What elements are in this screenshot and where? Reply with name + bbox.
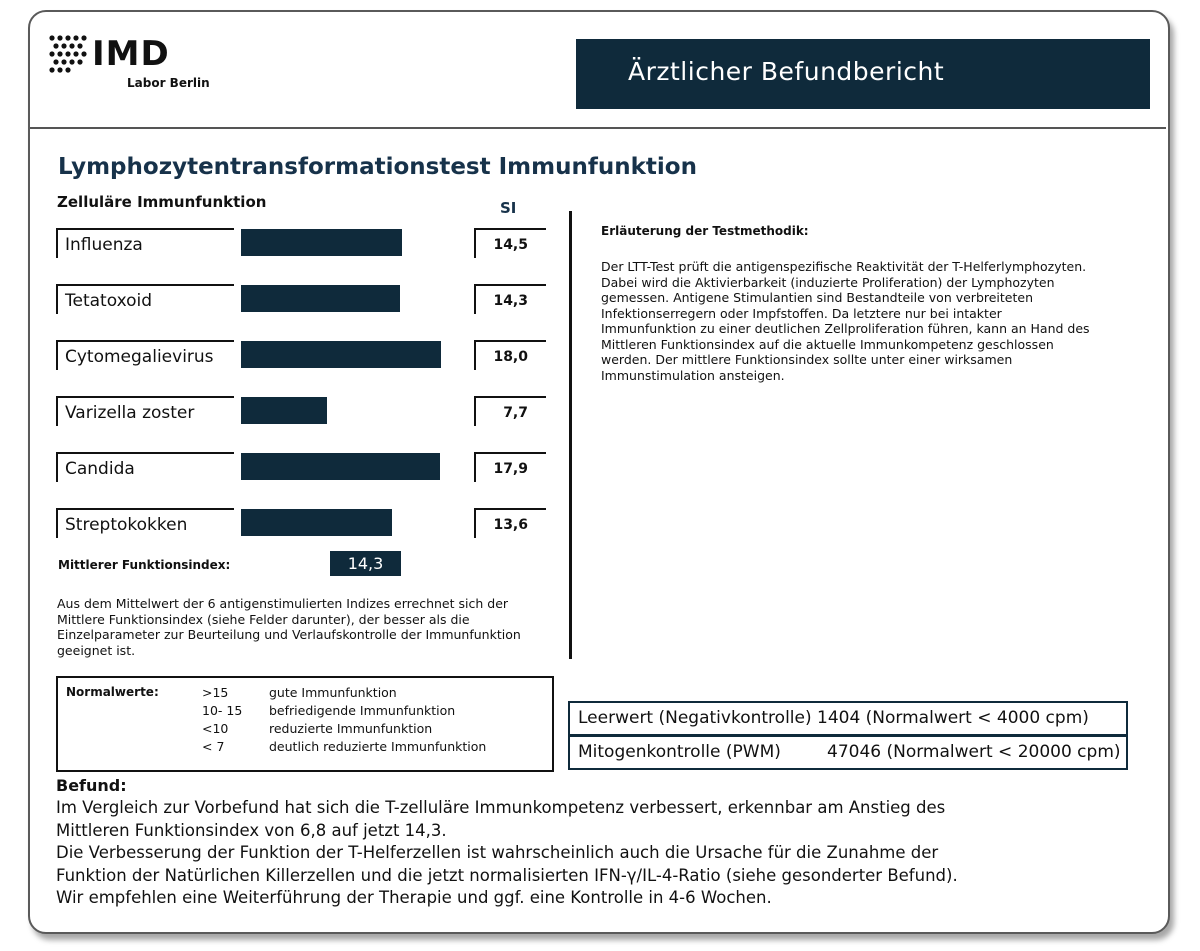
befund-line: Die Verbesserung der Funktion der T-Helferzellen ist wahrscheinlich auch die Ursache für die Zunahme der <box>56 843 939 862</box>
header-divider <box>30 127 1166 129</box>
mfi-value: 14,3 <box>330 551 401 576</box>
befund-line: Funktion der Natürlichen Killerzellen und die jetzt normalisierten IFN-γ/IL-4-Ratio (siehe gesonderter Befund). <box>56 865 958 885</box>
si-bar <box>241 229 402 256</box>
mfi-label: Mittlerer Funktionsindex: <box>58 558 231 572</box>
category-label: Cytomegalievirus <box>56 340 234 370</box>
normal-desc: befriedigende Immunfunktion <box>269 703 456 718</box>
normal-values-label: Normalwerte: <box>66 685 159 699</box>
si-value: 14,5 <box>474 228 546 258</box>
category-label: Tetatoxoid <box>56 284 234 314</box>
category-label: Streptokokken <box>56 508 234 538</box>
section-subtitle: Zelluläre Immunfunktion <box>57 193 267 211</box>
mitogen-value: 47046 (Normalwert < 20000 cpm) <box>827 742 1121 762</box>
befund-line: Im Vergleich zur Vorbefund hat sich die T-zelluläre Immunkompetenz verbessert, erkennbar am Anstieg des <box>56 798 946 817</box>
logo-text: IMD <box>92 34 170 74</box>
normal-range: >15 <box>202 685 229 700</box>
category-label: Varizella zoster <box>56 396 234 426</box>
si-bar <box>241 453 440 480</box>
mfi-explanation: Aus dem Mittelwert der 6 antigenstimulierten Indizes errechnet sich der Mittlere Funktionsindex (siehe Felder darunter), der besser als die Einzelparameter zur Beurteilung und Verlaufskontrolle der Immunfunktion geeignet ist. <box>57 596 521 658</box>
si-bar <box>241 341 441 368</box>
category-label: Influenza <box>56 228 234 258</box>
normal-range: <10 <box>202 721 229 736</box>
leerwert-text: Leerwert (Negativkontrolle) 1404 (Normalwert < 4000 cpm) <box>578 708 1089 728</box>
befund-line: Wir empfehlen eine Weiterführung der Therapie und ggf. eine Kontrolle in 4-6 Wochen. <box>56 888 772 907</box>
si-column-header: SI <box>500 199 517 217</box>
report-title-banner <box>576 39 1150 109</box>
page-title: Lymphozytentransformationstest Immunfunktion <box>58 154 697 180</box>
befund-title: Befund: <box>56 776 127 795</box>
method-title: Erläuterung der Testmethodik: <box>601 224 809 238</box>
category-label: Candida <box>56 452 234 482</box>
mitogen-box <box>568 735 1128 770</box>
normal-range: 10- 15 <box>202 703 243 718</box>
leerwert-box <box>568 701 1128 736</box>
befund-text <box>56 797 1136 910</box>
si-value: 17,9 <box>474 452 546 482</box>
si-value: 13,6 <box>474 508 546 538</box>
si-value: 14,3 <box>474 284 546 314</box>
logo-subtitle: Labor Berlin <box>127 76 210 90</box>
si-bar <box>241 509 392 536</box>
report-title: Ärztlicher Befundbericht <box>628 57 945 86</box>
si-bar <box>241 285 400 312</box>
si-bar <box>241 397 327 424</box>
mitogen-label: Mitogenkontrolle (PWM) <box>578 742 781 762</box>
si-value: 18,0 <box>474 340 546 370</box>
normal-range: < 7 <box>202 739 225 754</box>
si-value: 7,7 <box>474 396 546 426</box>
column-divider <box>569 211 572 659</box>
befund-line: Mittleren Funktionsindex von 6,8 auf jetzt 14,3. <box>56 820 447 840</box>
method-text: Der LTT-Test prüft die antigenspezifische Reaktivität der T-Helferlymphozyten. Dabei wird die Aktivierbarkeit (induzierte Proliferation) der Lymphozyten gemessen. Antigene Stimulantien sind Bestandteile von verbreiteten Infektionserregern oder Impfstoffen. Da letztere nur bei intakter Immunfunktion zu einer deutlichen Zellproliferation führen, kann an Hand des Mittleren Funktionsindex auf die aktuelle Immunkompetenz geschlossen werden. Der mittlere Funktionsindex sollte unter einer wirksamen Immunstimulation ansteigen. <box>601 259 1090 383</box>
normal-values-box <box>56 676 554 772</box>
normal-desc: gute Immunfunktion <box>269 685 397 700</box>
normal-desc: reduzierte Immunfunktion <box>269 721 433 736</box>
imd-logo-dots-icon <box>48 34 88 74</box>
normal-desc: deutlich reduzierte Immunfunktion <box>269 739 487 754</box>
